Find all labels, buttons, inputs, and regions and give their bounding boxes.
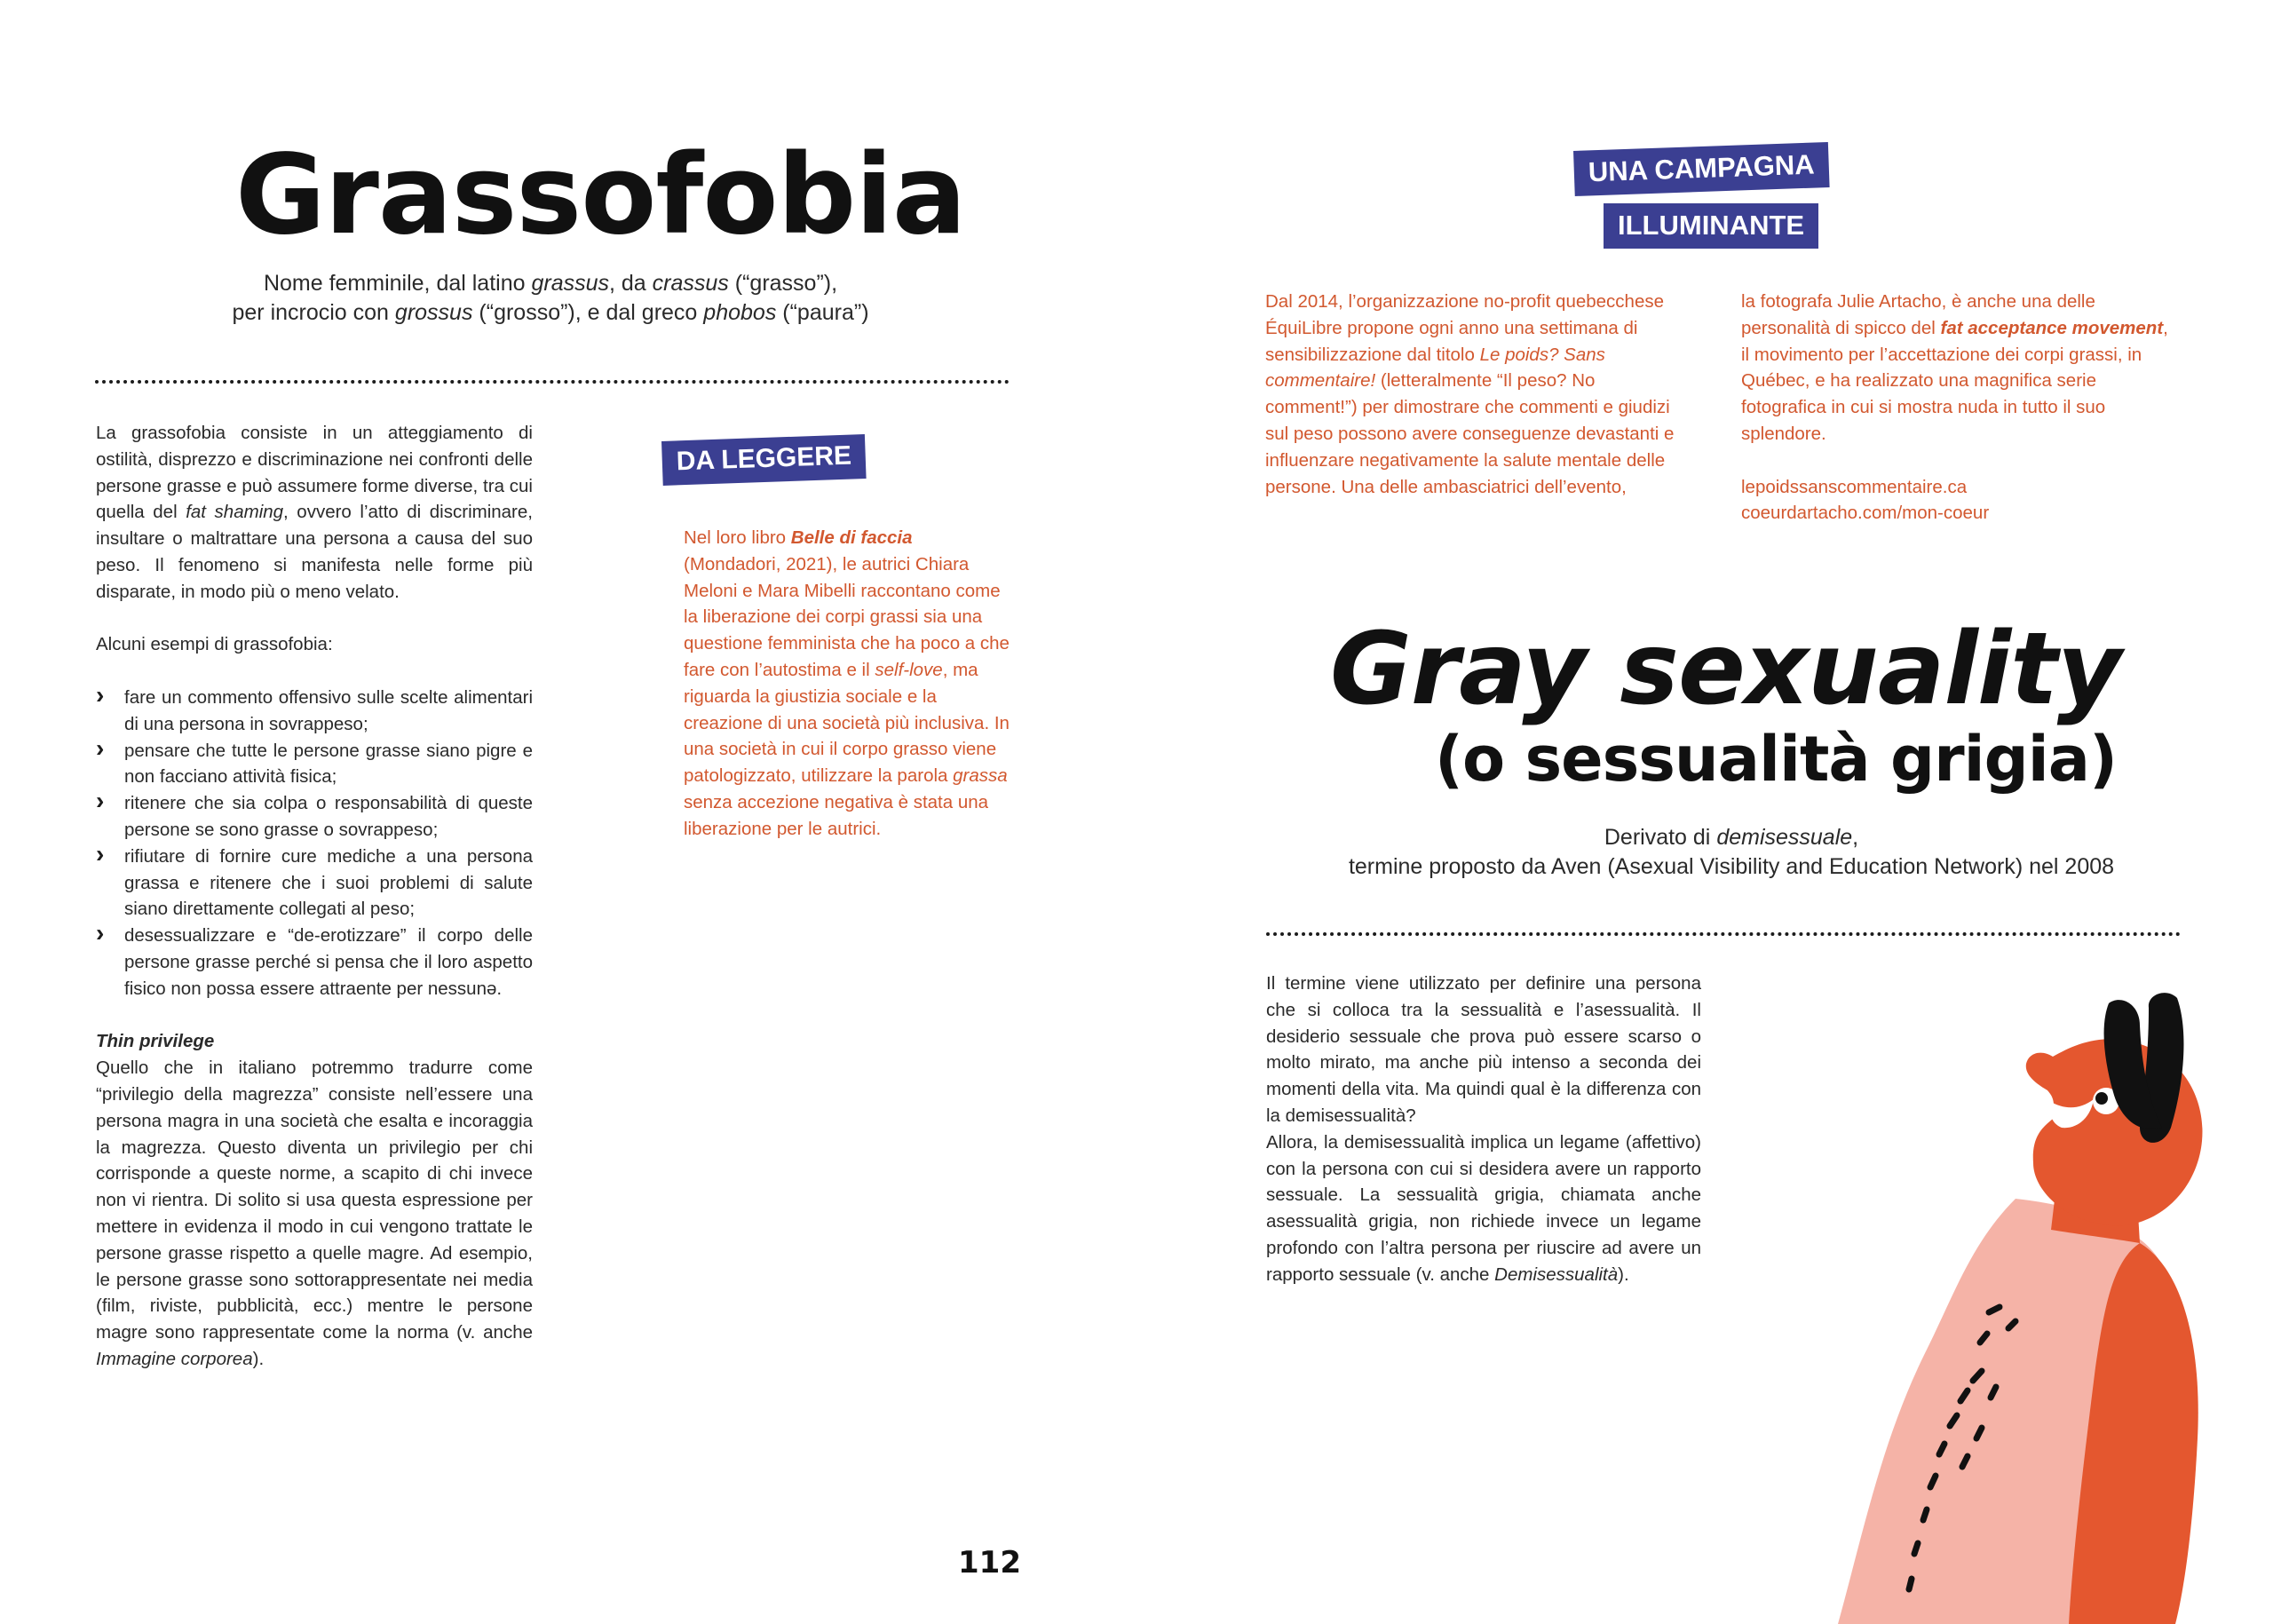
- page-title-grassofobia: Grassofobia: [235, 131, 966, 259]
- campaign-link-1[interactable]: lepoidssanscommentaire.ca: [1741, 476, 1968, 497]
- list-item: › rifiutare di fornire cure mediche a una persona grassa e ritenere che i suoi problemi di salute siano direttamente collegati al peso;: [96, 844, 533, 923]
- pupil: [2095, 1092, 2108, 1105]
- etymology-line-1: Nome femminile, dal latino grassus, da crassus (“grasso”),: [263, 271, 838, 296]
- campaign-text-column-1: Dal 2014, l’organizzazione no-profit quebecchese ÉquiLibre propone ogni anno una settimana di sensibilizzazione dal titolo Le poids? Sans commentaire! (letteralmente “Il peso? No comment!”) per dimostrare che commenti e giudizi sul peso possono avere conseguenze devastanti e influenzare negativamente la salute mentale delle persone. Una delle ambasciatrici dell’evento,: [1265, 291, 1675, 497]
- intro-paragraph: La grassofobia consiste in un atteggiamento di ostilità, disprezzo e discriminazione nei confronti delle persone grasse e può assumere forme diverse, tra cui quella del fat shaming, ovvero l’atto di discriminare, insultare o maltrattare una persona a causa del suo peso. Il fenomeno si manifesta nelle forme più disparate, in modo più o meno velato.: [96, 423, 533, 602]
- list-item: › desessualizzare e “de-erotizzare” il corpo delle persone grasse perché si pensa che il loro aspetto fisico non possa essere attraente per nessunə.: [96, 923, 533, 1002]
- campaign-label-line-2: ILLUMINANTE: [1604, 203, 1818, 249]
- sidebar-label-box: [661, 434, 867, 486]
- sidebar-label: DA LEGGERE: [661, 434, 867, 486]
- list-item: › ritenere che sia colpa o responsabilità di queste persone se sono grasse o sovrappeso;: [96, 790, 533, 844]
- gray-sexuality-body: Il termine viene utilizzato per definire una persona che si colloca tra la sessualità e l’asessualità. Il desiderio sessuale che prova può essere scarso o molto mirato, ma anche più intenso a seconda dei momenti della vita. Ma quindi qual è la differenza con la demisessualità? Allora, la demisessualità implica un legame (affettivo) con la persona con cui si desidera avere un rapporto sessuale. La sessualità grigia, chiamata anche asessualità grigia, non richiede invece un legame profondo con l’altra persona per riuscire ad avere un rapporto sessuale (v. anche Demisessualità).: [1266, 973, 1701, 1285]
- etymology-line-2: per incrocio con grossus (“grosso”), e dal greco phobos (“paura”): [232, 300, 869, 325]
- derivation-line-1: Derivato di demisessuale,: [1604, 825, 1859, 850]
- person-illustration: [1723, 977, 2273, 1624]
- thin-privilege-heading: Thin privilege: [96, 1031, 215, 1052]
- main-column: [96, 420, 533, 1373]
- thin-privilege-paragraph: Quello che in italiano potremmo tradurre come “privilegio della magrezza” consiste nell’essere una persona magra in una società che esalta e incoraggia la magrezza. Questo diventa un privilegio per chi corrisponde a queste norme, a scapito di chi invece non vi rientra. Di solito si usa questa espressione per mettere in evidenza il modo in cui vengono trattate le persone grasse rispetto a quelle magre. Ad esempio, le persone grasse sono sottorappresentate nei media (film, riviste, pubblicità, ecc.) mentre le persone magre sono rappresentate come la norma (v. anche Immagine corporea).: [96, 1058, 533, 1369]
- etymology: [160, 269, 941, 328]
- campaign-label-line-1: UNA CAMPAGNA: [1573, 142, 1829, 196]
- campaign-text-column-2: la fotografa Julie Artacho, è anche una delle personalità di spicco del fat acceptance movement, il movimento per l’accettazione dei corpi grassi, in Québec, e ha realizzato una magnifica serie fotografica in cui si mostra nuda in tutto il suo splendore. lepoidssanscommentaire.ca coeurdartacho.com/mon-coeur: [1741, 289, 2176, 527]
- page-title-gray-sexuality: Gray sexuality: [1330, 612, 2121, 727]
- examples-list: [96, 685, 533, 1002]
- page-number: 112: [958, 1545, 1021, 1580]
- campaign-label-box: [1573, 148, 1828, 249]
- campaign-link-2[interactable]: coeurdartacho.com/mon-coeur: [1741, 503, 1990, 524]
- derivation: [1270, 823, 2193, 882]
- page-subtitle: (o sessualità grigia): [1434, 723, 2117, 796]
- right-page: [1136, 0, 2273, 1624]
- dotted-divider: [95, 380, 1010, 384]
- examples-heading: Alcuni esempi di grassofobia:: [96, 634, 333, 655]
- left-page: [0, 0, 1136, 1624]
- derivation-line-2: termine proposto da Aven (Asexual Visibility and Education Network) nel 2008: [1348, 854, 2115, 879]
- list-item: › pensare che tutte le persone grasse siano pigre e non facciano attività fisica;: [96, 738, 533, 791]
- sidebar-text: Nel loro libro Belle di faccia (Mondadori, 2021), le autrici Chiara Meloni e Mara Mibelli raccontano come la liberazione dei corpi grassi sia una questione femminista che ha poco a che fare con l’autostima e il self-love, ma riguarda la giustizia sociale e la creazione di una società più inclusiva. In una società in cui il corpo grasso viene patologizzato, utilizzare la parola grassa senza accezione negativa è stata una liberazione per le autrici.: [684, 527, 1010, 839]
- dotted-divider-right: [1266, 932, 2181, 936]
- list-item: › fare un commento offensivo sulle scelte alimentari di una persona in sovrappeso;: [96, 685, 533, 738]
